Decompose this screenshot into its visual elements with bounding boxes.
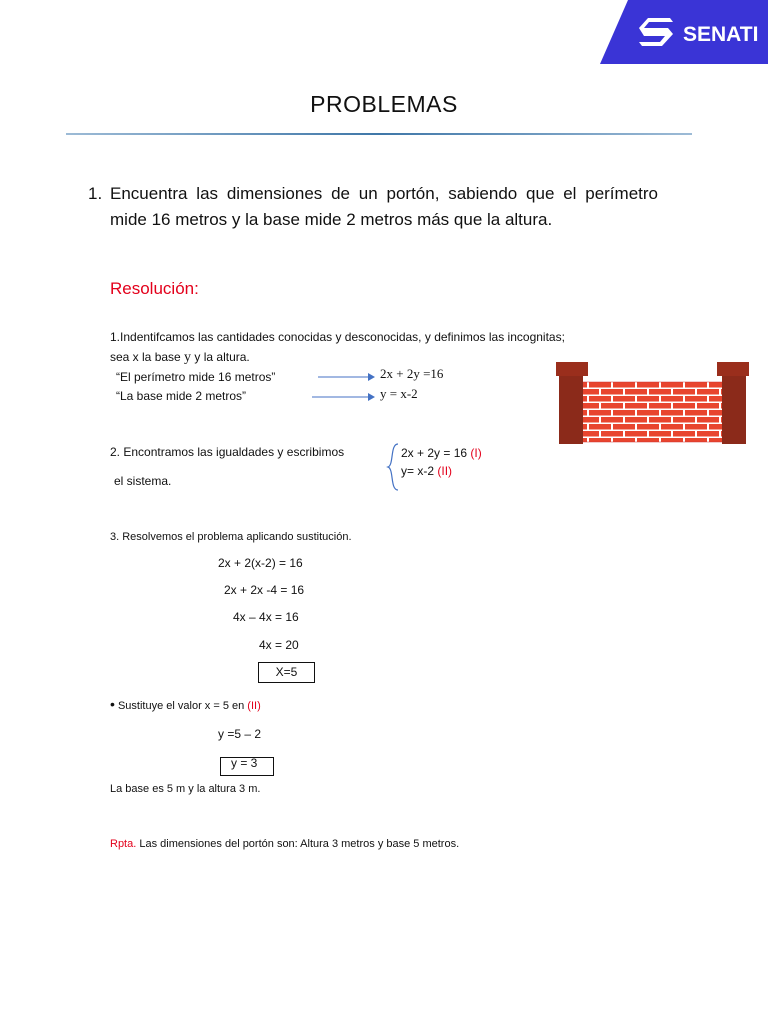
result-x-box: X=5 xyxy=(258,662,315,683)
problem-text: Encuentra las dimensiones de un portón, sabiendo que el perímetro mide 16 metros y la base mide 2 metros más que la altura. xyxy=(110,184,658,229)
step2-text: 2. Encontramos las igualdades y escribimos xyxy=(110,445,345,459)
curly-brace-icon xyxy=(386,443,400,491)
step1-line1: 1.Indentifcamos las cantidades conocidas y desconocidas, y definimos las incognitas; xyxy=(110,330,565,344)
title-divider xyxy=(66,133,692,135)
quote-base: “La base mide 2 metros” xyxy=(116,389,247,403)
page-title: PROBLEMAS xyxy=(310,91,458,117)
arrow-right-icon xyxy=(312,391,376,403)
substitution-line: y =5 – 2 xyxy=(218,727,262,741)
equation-perimeter: 2x + 2y =16 xyxy=(380,366,444,381)
arrow-right-icon xyxy=(318,371,376,383)
brand-name: SENATI xyxy=(683,23,759,46)
solve-line-3: 4x – 4x = 16 xyxy=(233,610,299,624)
problem-statement xyxy=(88,181,658,233)
solve-line-1: 2x + 2(x-2) = 16 xyxy=(218,556,303,570)
system-equation-1: 2x + 2y = 16 (I) xyxy=(401,446,482,460)
quote-perimeter: “El perímetro mide 16 metros” xyxy=(116,370,276,384)
solve-line-4: 4x = 20 xyxy=(259,638,299,652)
step2-text-continued: el sistema. xyxy=(114,474,172,488)
substitution-text: • Sustituye el valor x = 5 en (II) xyxy=(110,696,261,712)
result-y-box: y = 3 xyxy=(220,757,274,776)
conclusion-text: La base es 5 m y la altura 3 m. xyxy=(110,783,261,795)
resolucion-heading: Resolución: xyxy=(110,279,199,298)
answer-line: Rpta. Las dimensiones del portón son: Altura 3 metros y base 5 metros. xyxy=(110,838,460,850)
solve-line-2: 2x + 2x -4 = 16 xyxy=(224,583,305,597)
brick-gate-icon xyxy=(552,360,752,450)
step1-line2: sea x la base y y la altura. xyxy=(110,350,250,365)
senati-logo xyxy=(600,0,768,64)
step3-text: 3. Resolvemos el problema aplicando sustitución. xyxy=(110,531,352,543)
equation-base: y = x-2 xyxy=(380,386,418,401)
problem-number: 1. xyxy=(88,184,103,203)
system-equation-2: y= x-2 (II) xyxy=(401,464,453,478)
